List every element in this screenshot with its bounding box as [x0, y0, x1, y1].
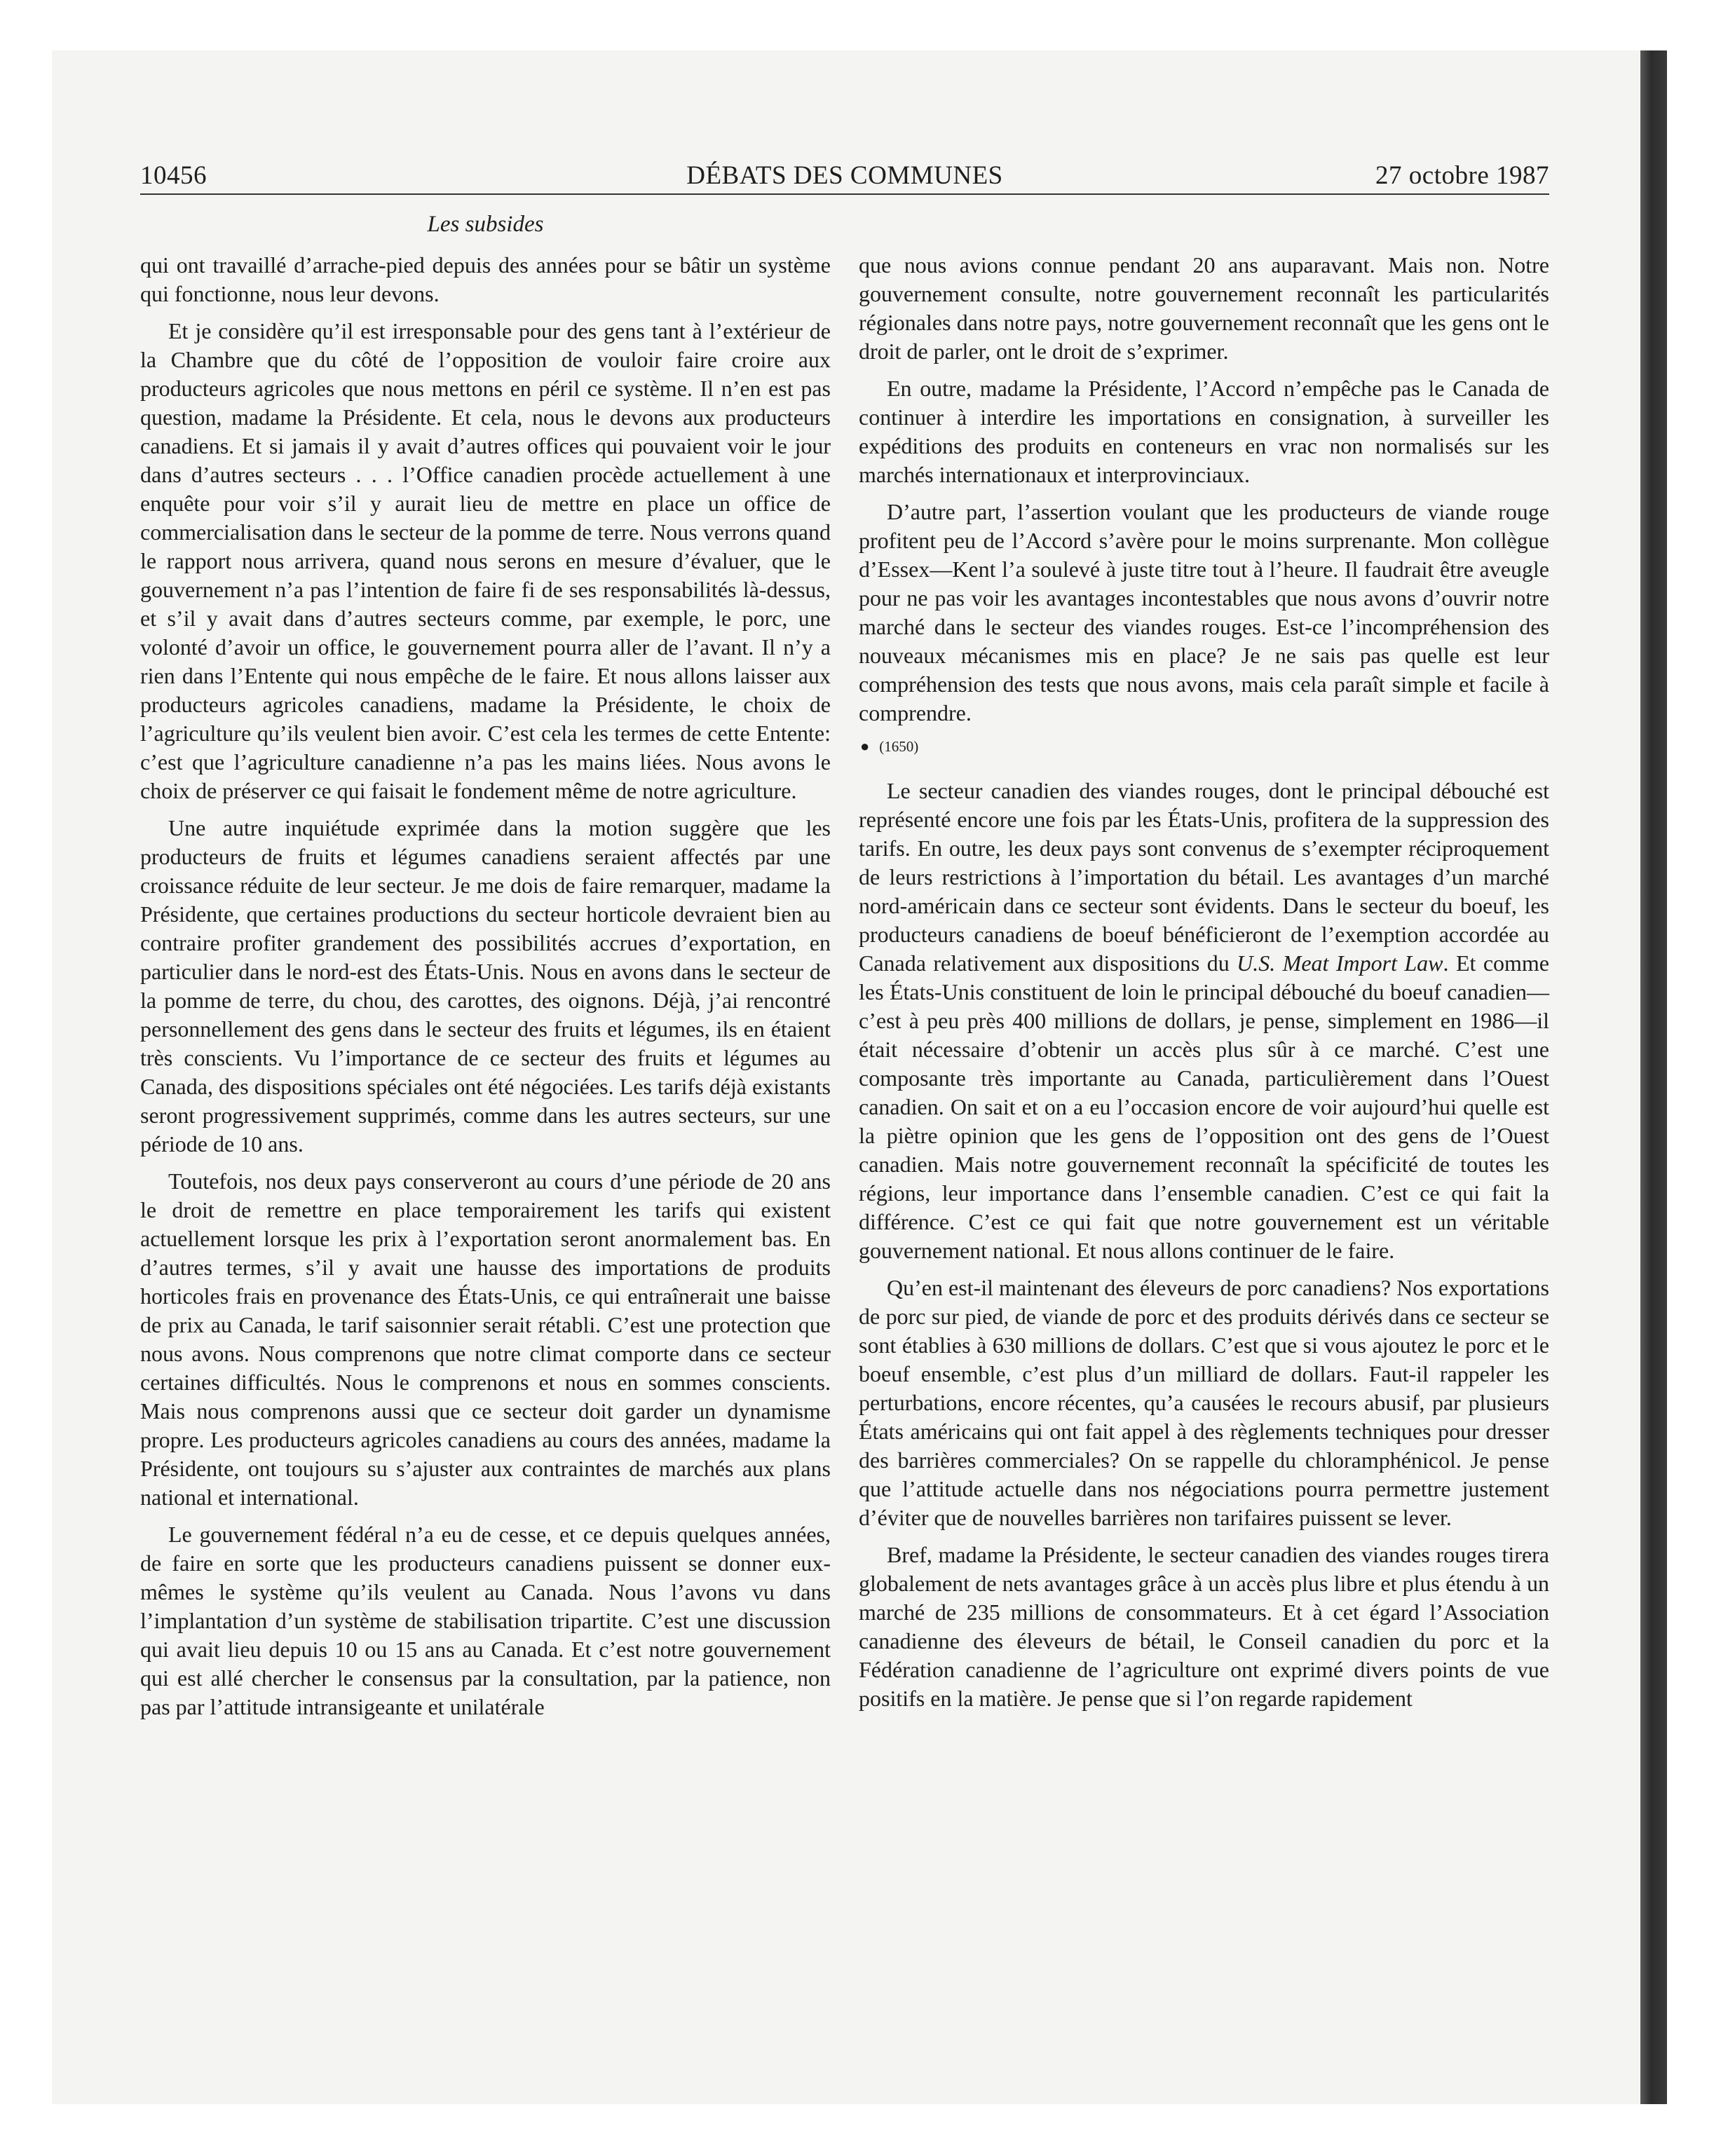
- paragraph: Et je considère qu’il est irresponsable pour des gens tant à l’extérieur de la Chambre que du côté de l’opposition de vouloir faire croire aux producteurs agricoles que nous mettons en péril ce système. Il n’en est pas question, madame la Présidente. Et cela, nous le devons aux producteurs canadiens. Et si jamais il y avait d’autres offices qui pouvaient voir le jour dans d’autres secteurs . . . l’Office canadien procède actuellement à une enquête pour voir s’il y aurait lieu de mettre en place un office de commercialisation dans le secteur de la pomme de terre. Nous verrons quand le rapport nous arrivera, quand nous serons en mesure d’évaluer, que le gouvernement n’a pas l’intention de faire fi de ses responsabilités là-dessus, et s’il y avait dans d’autres secteurs comme, par exemple, le porc, une volonté d’avoir un office, le gouvernement pourra aller de l’avant. Il n’y a rien dans l’Entente qui nous empêche de le faire. Et nous allons laisser aux producteurs agricoles canadiens, madame la Présidente, le choix de l’agriculture qu’ils veulent bien avoir. C’est cela les termes de cette Entente: c’est que l’agriculture canadienne n’a pas les mains liées. Nous avons le choix de préserver ce qui faisait le fondement même de notre agriculture.: [140, 318, 831, 803]
- paragraph: Toutefois, nos deux pays conserveront au cours d’une période de 20 ans le droit de remettre en place temporairement les tarifs qui existent actuellement lorsque les prix à l’exportation seront anormalement bas. En d’autres termes, s’il y avait une hausse des importations de produits horticoles frais en provenance des États-Unis, ce qui entraînerait une baisse de prix au Canada, le tarif saisonnier serait rétabli. C’est une protection que nous avons. Nous comprenons que notre climat comporte dans ce secteur certaines difficultés. Nous le comprenons et nous en sommes conscients. Mais nous comprenons aussi que ce secteur doit garder un dynamisme propre. Les producteurs agricoles canadiens au cours des années, madame la Présidente, ont toujours su s’ajuster aux contraintes de marchés aux plans national et international.: [140, 1168, 831, 1510]
- paragraph: Qu’en est-il maintenant des éleveurs de porc canadiens? Nos exportations de porc sur pied, de viande de porc et des produits dérivés dans ce secteur se sont établies à 630 millions de dollars. C’est que si vous ajoutez le porc et le boeuf ensemble, c’est plus d’un milliard de dollars. Faut-il rappeler les perturbations, encore récentes, qu’a causées le recours abusif, par plusieurs États américains qui ont fait appel à des règlements techniques pour dresser des barrières commerciales? On se rappelle du chloramphénicol. Je pense que l’attitude actuelle dans nos négociations pourra permettre justement d’éviter que de nouvelles barrières non tarifaires puissent se lever.: [859, 1275, 1549, 1530]
- time-marker: [860, 736, 1549, 757]
- paragraph: En outre, madame la Présidente, l’Accord n’empêche pas le Canada de continuer à interdire les importations en consignation, à surveiller les expéditions des produits en conteneurs en vrac non normalisés sur les marchés internationaux et interprovinciaux.: [859, 376, 1549, 487]
- page-number: 10456: [140, 161, 207, 190]
- time-marker-text: (1650): [879, 738, 919, 755]
- paragraph-text: . Et comme les États-Unis constituent de loin le principal débouché du boeuf canadien—c’est à peu près 400 millions de dollars, je pense, simplement en 1986—il était nécessaire d’obtenir un accès plus sûr à ce marché. C’est une composante très importante au Canada, particulièrement dans l’Ouest canadien. On sait et on a eu l’occasion encore de voir aujourd’hui quelle est la piètre opinion que les gens de l’opposition ont des gens de l’Ouest canadien. Mais notre gouvernement reconnaît la spécificité de toutes les régions, leur importance dans l’ensemble canadien. C’est ce qui fait la différence. C’est ce qui fait que notre gouvernement est un véritable gouvernement national. Et nous allons continuer de le faire.: [859, 950, 1550, 1263]
- paragraph: D’autre part, l’assertion voulant que les producteurs de viande rouge profitent peu de l’Accord s’avère pour le moins surprenante. Mon collègue d’Essex—Kent l’a soulevé à juste titre tout à l’heure. Il faudrait être aveugle pour ne pas voir les avantages incontestables que nous avons d’ouvrir notre marché dans le secteur des viandes rouges. Est-ce l’incompréhension des nouveaux mécanismes mis en place? Je ne sais pas quelle est leur compréhension des tests que nous avons, mais cela paraît simple et facile à comprendre.: [859, 499, 1549, 725]
- left-column: [140, 251, 831, 1730]
- paragraph: Bref, madame la Présidente, le secteur canadien des viandes rouges tirera globalement de nets avantages grâce à un accès plus libre et plus étendu à un marché de 235 millions de consommateurs. Et à cet égard l’Association canadienne des éleveurs de bétail, le Conseil canadien du porc et la Fédération canadienne de l’agriculture ont exprimé divers points de vue positifs en la matière. Je pense que si l’on regarde rapidement: [859, 1542, 1549, 1711]
- section-title: Les subsides: [427, 212, 544, 237]
- law-title: U.S. Meat Import Law: [1237, 950, 1443, 976]
- bullet-icon: ●: [860, 737, 870, 755]
- scan-edge-shadow: [1640, 50, 1667, 2104]
- paragraph: que nous avions connue pendant 20 ans auparavant. Mais non. Notre gouvernement consulte, notre gouvernement reconnaît les particularités régionales dans notre pays, notre gouvernement reconnaît que les gens ont le droit de parler, ont le droit de s’exprimer.: [859, 252, 1549, 364]
- paragraph: qui ont travaillé d’arrache-pied depuis des années pour se bâtir un système qui fonctionne, nous leur devons.: [140, 252, 831, 306]
- publication-date: 27 octobre 1987: [1375, 161, 1549, 190]
- paragraph-text: Le secteur canadien des viandes rouges, dont le principal débouché est représenté encore une fois par les États-Unis, profitera de la suppression des tarifs. En outre, les deux pays sont convenus de s’exempter réciproquement de leurs restrictions à l’importation du bétail. Les avantages d’un marché nord-américain dans ce secteur sont évidents. Dans le secteur du boeuf, les producteurs canadiens de boeuf bénéficieront de l’exemption accordée au Canada relativement aux dispositions du: [859, 778, 1549, 976]
- paragraph: [859, 777, 1549, 1265]
- right-column: [859, 251, 1549, 1721]
- paragraph: Une autre inquiétude exprimée dans la motion suggère que les producteurs de fruits et légumes canadiens seraient affectés par une croissance réduite de leur secteur. Je me dois de faire remarquer, madame la Présidente, que certaines productions du secteur horticole devraient bien au contraire profiter grandement des possibilités accrues d’exportation, en particulier dans le nord-est des États-Unis. Nous en avons dans le secteur de la pomme de terre, du chou, des carottes, des oignons. Déjà, j’ai rencontré personnellement des gens dans le secteur des fruits et légumes, ils en étaient très conscients. Vu l’importance de ce secteur des fruits et légumes au Canada, des dispositions spéciales ont été négociées. Les tarifs déjà existants seront progressivement supprimés, comme dans les autres secteurs, sur une période de 10 ans.: [140, 815, 831, 1157]
- publication-title: DÉBATS DES COMMUNES: [686, 161, 1003, 190]
- page-header: [140, 157, 1549, 195]
- paragraph: Le gouvernement fédéral n’a eu de cesse, et ce depuis quelques années, de faire en sorte que les producteurs canadiens puissent se donner eux-mêmes le système qu’ils veulent au Canada. Nous l’avons vu dans l’implantation d’un système de stabilisation tripartite. C’est une discussion qui avait lieu depuis 10 ou 15 ans au Canada. Et c’est notre gouvernement qui est allé chercher le consensus par la consultation, par la patience, non pas par l’attitude intransigeante et unilatérale: [140, 1522, 831, 1719]
